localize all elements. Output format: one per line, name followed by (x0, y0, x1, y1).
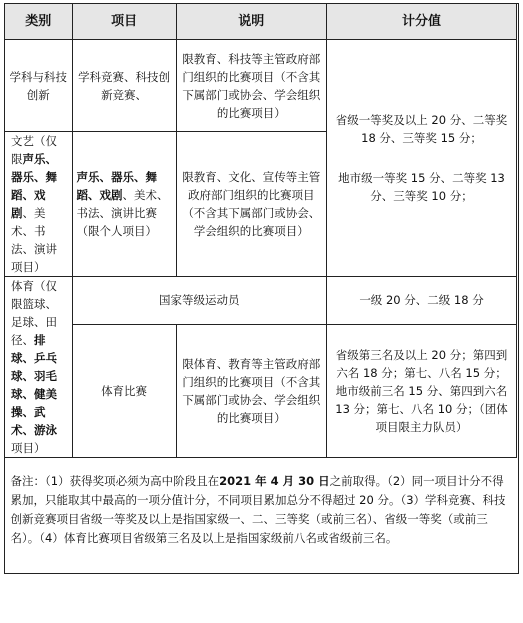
project-science: 学科竞赛、科技创新竞赛、 (72, 40, 176, 132)
category-science: 学科与科技创新 (5, 40, 73, 132)
table-row-sports-competition (5, 324, 517, 457)
national-athlete: 国家等级运动员 (72, 277, 326, 325)
project-arts: 声乐、器乐、舞蹈、戏剧、美术、书法、演讲比赛（限个人项目） (72, 132, 176, 277)
header-project: 项目 (72, 4, 176, 40)
score-provincial: 省级一等奖及以上 20 分、二等奖 18 分、三等奖 15 分； (335, 113, 508, 145)
table-row-science (5, 40, 517, 132)
table-header-row (5, 4, 517, 40)
header-category: 类别 (5, 4, 73, 40)
score-science-arts (327, 40, 517, 277)
description-science: 限教育、科技等主管政府部门组织的比赛项目（不含其下属部门或协会、学会组织的比赛项目） (176, 40, 326, 132)
description-arts: 限教育、文化、宣传等主管政府部门组织的比赛项目（不含其下属部门或协会、学会组织的比赛项目） (176, 132, 326, 277)
category-arts: 文艺（仅限声乐、器乐、舞蹈、戏剧、美术、书法、演讲项目） (5, 132, 73, 277)
table-row-athlete (5, 277, 517, 325)
score-municipal: 地市级一等奖 15 分、二等奖 13 分、三等奖 10 分； (338, 171, 505, 203)
notes: 备注：（1）获得奖项必须为高中阶段且在2021 年 4 月 30 日之前取得。（2）同一项目计分不得累加，只能取其中最高的一项分值计分，不同项目累加总分不得超过 20 分。（3）学科竞赛、科技创新竞赛项目省级一等奖及以上是指国家级一、二、三等奖（或前三名）、省级一等奖（或前三名）。（4）体育比赛项目省级第三名及以上是指国家级前八名或省级前三名。 (10, 474, 506, 545)
category-sports: 体育（仅限篮球、足球、田径、排球、乒乓球、羽毛球、健美操、武术、游泳项目） (5, 277, 73, 458)
rules-table-frame (4, 3, 519, 574)
scoring-table (4, 3, 517, 623)
notes-row (5, 458, 517, 623)
score-athlete: 一级 20 分、二级 18 分 (327, 277, 517, 325)
description-sports: 限体育、教育等主管政府部门组织的比赛项目（不含其下属部门或协会、学会组织的比赛项目） (176, 324, 326, 457)
score-sports: 省级第三名及以上 20 分；第四到六名 18 分；第七、八名 15 分；地市级前三名 15 分、第四到六名 13 分；第七、八名 10 分；（团体项目限主力队员） (327, 324, 517, 457)
header-description: 说明 (176, 4, 326, 40)
header-score: 计分值 (327, 4, 517, 40)
project-sports: 体育比赛 (72, 324, 176, 457)
